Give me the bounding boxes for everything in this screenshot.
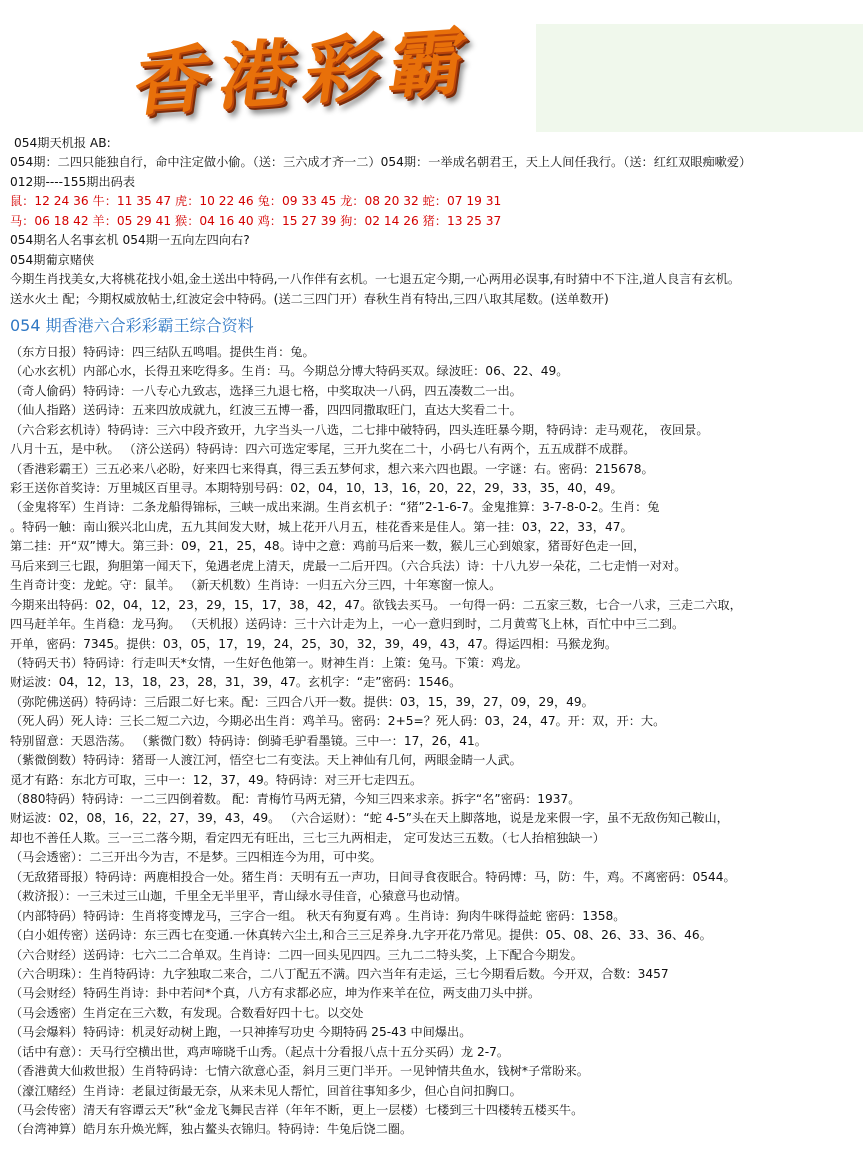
text-line: 四马赶羊年。生肖稳：龙马狗。 （天机报）送码诗：三十六计走为上，一心一意归到时，二月黄莺飞上林，百忙中中三二到。 bbox=[10, 617, 685, 632]
text-line: 054期葡京赌侠 bbox=[10, 252, 95, 267]
text-line: （马会爆料）特码诗：机灵好动树上跑，一只神捧写功史 今期特码 25-43 中间爆出。 bbox=[10, 1025, 472, 1040]
text-line: （六合明珠）：生肖特码诗：九字独取二来合，二八丁配五不满。四六当年有走运，三七今期看后数。今开双，合数：3457 bbox=[10, 966, 669, 981]
text-line: （紫微倒数）特码诗：猪哥一人渡江河，悟空七二有变法。天上神仙有几何，两眼金睛一人武。 bbox=[10, 753, 522, 768]
zodiac-line: 马：06 18 42 羊：05 29 41 猴：04 16 40 鸡：15 27 39 狗：02 14 26 猪：13 25 37 bbox=[10, 213, 502, 228]
text-line: 生肖奇计变：龙蛇。守：鼠羊。 （新天机数）生肖诗：一归五六分三四，十年寒窗一惊人。 bbox=[10, 578, 502, 593]
text-line: （救济报）：一三未过三山迦，千里全无半里平，青山绿水寻佳音，心猿意马也动情。 bbox=[10, 889, 468, 904]
text-line: （香港黄大仙救世报）生肖特码诗：七情六欲意心歪，斜月三更门半开。一见钟情共鱼水，钱树*子常盼来。 bbox=[10, 1064, 589, 1079]
text-line: 054期：二四只能独自行，命中注定做小偷。（送：三六成才齐一二）054期：一举成名朝君王，天上人间任我行。（送：红红双眼痴嗽爱） bbox=[10, 155, 752, 170]
site-logo: 香港彩霸 bbox=[128, 17, 482, 128]
text-line: （马会透密）：二三开出今为吉，不是梦。三四相连今为用，可中奖。 bbox=[10, 850, 382, 865]
text-line: 八月十五，是中秋。 （济公送码）特码诗：四六可选定零尾，三开九奖在二十，小码七八有两个，五五成群不成群。 bbox=[10, 442, 636, 457]
text-line: （心水玄机）内部心水，长得丑来吃得多。生肖：马。今期总分博大特码买双。绿波旺：06、22、49。 bbox=[10, 364, 569, 379]
text-line: （奇人偷码）特码诗：一八专心九致志，选择三九退七格，中奖取决一八码，四五凑数二一出。 bbox=[10, 383, 522, 398]
text-line: 送水火土 配；今期权威放帖士,红波定会中特码。(送二三四门开）春秋生肖有特出,三四八取其尾数。(送单数开) bbox=[10, 291, 609, 306]
text-line: 财运波：04，12，13，18，23，28，31，39，47。玄机字：“走”密码：1546。 bbox=[10, 675, 462, 690]
text-line: （特码天书）特码诗：行走叫天*女情，一生好色他第一。财神生肖：上策：兔马。下策：鸡龙。 bbox=[10, 655, 528, 670]
text-line: 特别留意：天恩浩荡。 （紫微门数）特码诗：倒骑毛驴看墨镜。三中一：17，26，41。 bbox=[10, 733, 487, 748]
text-line: （马会传密）清天有容谭云天”秋“金龙飞舞民吉祥（年年不断，更上一层楼）七楼到三十四楼转五楼买牛。 bbox=[10, 1103, 584, 1117]
zodiac-line: 鼠：12 24 36 牛：11 35 47 虎：10 22 46 兔：09 33 45 龙：08 20 32 蛇：07 19 31 bbox=[10, 194, 502, 209]
text-line: 今期生肖找美女,大将桃花找小姐,金土送出中特码,一八作伴有玄机。一七退五定今期,一心两用必误事,有时猜中不下注,道人良言有玄机。 bbox=[10, 272, 741, 287]
text-line: （东方日报）特码诗：四三结队五鸣唱。提供生肖：兔。 bbox=[10, 344, 315, 359]
text-line: （白小姐传密）送码诗：东三西七在变通.一休真转六尘土,和合三三足养身.九字开花乃常见。提供：05、08、26、33、36、46。 bbox=[10, 928, 712, 943]
text-line: （仙人指路）送码诗：五来四放成就九，红波三五博一番，四四同撒取旺门，直达大奖看二十。 bbox=[10, 403, 522, 418]
text-line: （金鬼将军）生肖诗：二条龙船得锦标，三峡一成出来湖。生肖玄机子：“猪”2-1-6-7。金鬼推算：3-7-8-0-2。生肖：兔 bbox=[10, 500, 660, 515]
text-line: 054期天机报 AB: bbox=[14, 136, 111, 150]
text-line: （死人码）死人诗：三长二短二六边，今期必出生肖：鸡羊马。密码：2+5=？死人码：03，24，47。开：双，开：大。 bbox=[10, 714, 666, 729]
text-line: （香港彩霸王）三五必来八必盼，好来四七来得真，得三丢五梦何求，想六来六四也跟。一字谜：右。密码：215678。 bbox=[10, 461, 654, 476]
section-title: 054 期香港六合彩彩霸王综合资料 bbox=[10, 315, 254, 335]
text-line: （濠江赌经）生肖诗：老鼠过街最无奈，从来未见人帮忙，回首往事知多少，但心自问扣胸口。 bbox=[10, 1083, 522, 1098]
text-line: （六合财经）送码诗：七六二二合单双。生肖诗：二四一回头见四四。三九二二特头奖，上下配合今期发。 bbox=[10, 947, 583, 962]
text-line: 今期来出特码：02，04，12，23，29，15，17，38，42，47。欲钱去买马。 一句得一码：二五家三数，七合一八求，三走二六取， bbox=[10, 597, 742, 612]
text-line: 财运波：02，08，16，22，27，39，43，49。 （六合运财）：“蛇 4-5”头在天上脚落地，说是龙来假一字，虽不无敌伤知己鞍山， bbox=[10, 811, 729, 826]
text-line: 马后来到三七跟，狗胆第一闻天下，兔遇老虎上清天，虎最一二后开四。（六合兵法）诗：十八九岁一朵花，二七走悄一对对。 bbox=[10, 558, 687, 573]
text-line: （马会财经）特码生肖诗：卦中若问*个真，八方有求都必应，坤为作来羊在位，两支曲刀头中拼。 bbox=[10, 986, 541, 1001]
text-line: （弥陀佛送码）特码诗：三后跟二好七来。配：三四合八开一数。提供：03，15，39，27，09，29，49。 bbox=[10, 694, 594, 709]
body-text bbox=[10, 343, 860, 1140]
text-line: 054期名人名事玄机 054期一五向左四向右? bbox=[10, 233, 250, 248]
text-line: （六合彩玄机诗）特码诗：三六中段齐致开，九字当头一八选，二七排中破特码，四头连旺暴今期，特码诗：走马观花， 夜回景。 bbox=[10, 422, 709, 437]
text-line: （马会透密）生肖定在三六数，有发现。合数看好四十七。以交处 bbox=[10, 1005, 364, 1020]
text-line: （880特码）特码诗：一二三四倒着数。 配：青梅竹马两无猜，今知三四来求亲。拆字“名”密码：1937。 bbox=[10, 792, 581, 806]
main-content bbox=[10, 134, 860, 1140]
text-line: 却也不善任人欺。三一三二落今期，看定四无有旺出，三七三九两相走， 定可发达三五数。（七人抬棺独缺一） bbox=[10, 830, 605, 845]
header-banner bbox=[0, 0, 863, 132]
text-line: （话中有意）：天马行空横出世，鸡声啼晓千山秀。（起点十分看报八点十五分买码）龙 2-7。 bbox=[10, 1044, 510, 1059]
text-line: 觅才有路：东北方可取，三中一：12，37，49。特码诗：对三开七走四五。 bbox=[10, 772, 423, 787]
text-line: 。特码一触：南山猴兴北山虎，五九其间发大财，城上花开八月五，桂花香来是佳人。第一挂：03，22，33，47。 bbox=[10, 519, 633, 534]
text-line: 第二挂：开“双”博大。第三卦：09，21，25，48。诗中之意：鸡前马后来一数，猴儿三心到娘家，猪哥好色走一回， bbox=[10, 539, 646, 554]
text-line: 012期----155期出码表 bbox=[10, 174, 136, 189]
text-line: （台湾神算）皓月东升焕光辉，独占鳌头衣锦归。特码诗：牛兔后饶二圈。 bbox=[10, 1122, 413, 1137]
text-line: 彩王送你首奖诗：万里城区百里寻。本期特别号码：02，04，10，13，16，20，22，29，33，35，40，49。 bbox=[10, 481, 623, 495]
text-line: 开单，密码：7345。提供：03，05，17，19，24，25，30，32，39，49，43，47。得运四相：马猴龙狗。 bbox=[10, 636, 618, 651]
text-line: （内部特码）特码诗：生肖将变博龙马，三字合一组。 秋天有狗夏有鸡 。生肖诗：狗肉牛咪得益蛇 密码：1358。 bbox=[10, 908, 626, 923]
text-line: （无敌猪哥报）特码诗：两鹿相投合一处。猪生肖：天明有五一声功，日间寻食夜眠合。特码博：马，防：牛，鸡。不离密码：0544。 bbox=[10, 869, 736, 884]
